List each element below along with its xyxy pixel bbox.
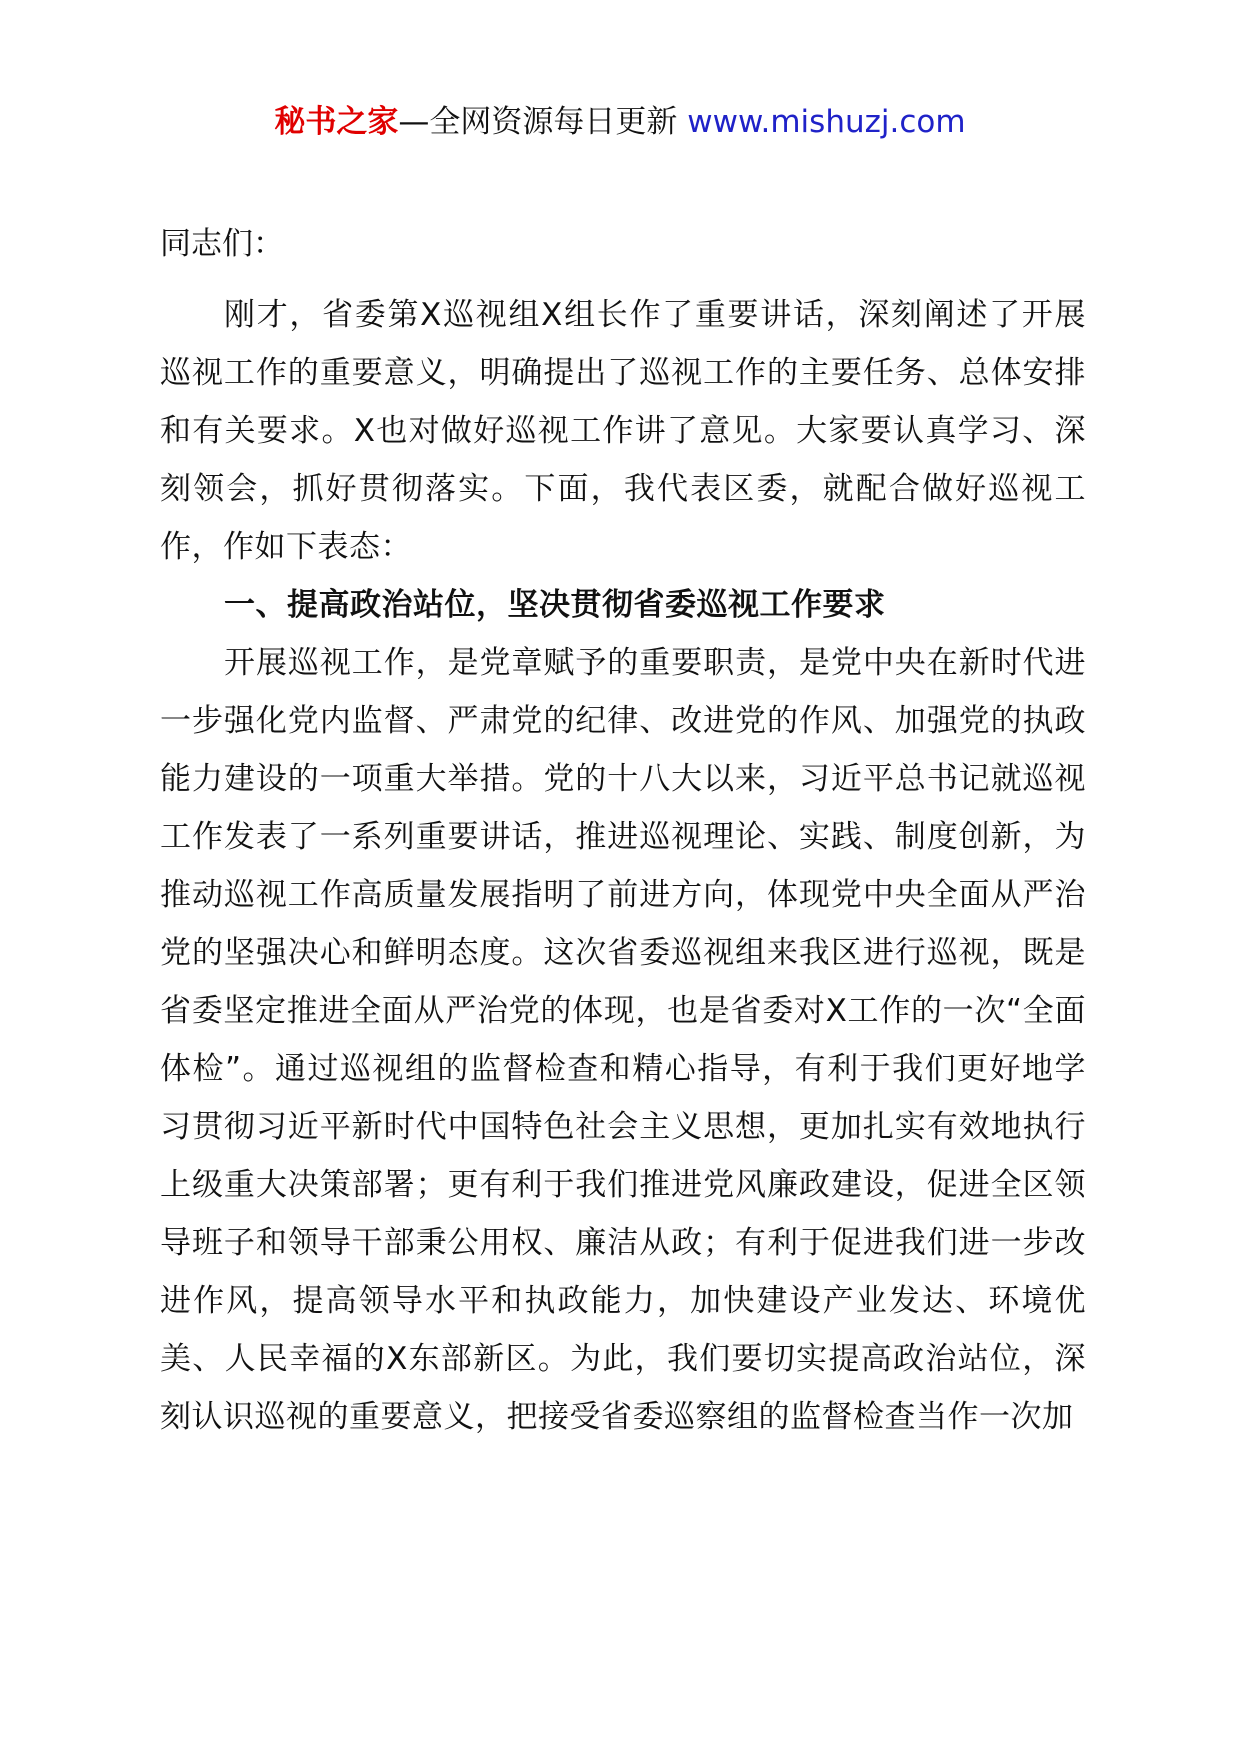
section-1-heading: 一、提高政治站位，坚决贯彻省委巡视工作要求 [224, 587, 886, 623]
intro-paragraph: 刚才，省委第X巡视组X组长作了重要讲话，深刻阐述了开展巡视工作的重要意义，明确提出了巡视工作的主要任务、总体安排和有关要求。X也对做好巡视工作讲了意见。大家要认真学习、深刻领会，抓好贯彻落实。下面，我代表区委，就配合做好巡视工作，作如下表态： [160, 297, 1086, 565]
header-tagline: —全网资源每日更新 [398, 104, 688, 140]
section-1-paragraph: 开展巡视工作，是党章赋予的重要职责，是党中央在新时代进一步强化党内监督、严肃党的纪律、改进党的作风、加强党的执政能力建设的一项重大举措。党的十八大以来，习近平总书记就巡视工作发表了一系列重要讲话，推进巡视理论、实践、制度创新，为推动巡视工作高质量发展指明了前进方向，体现党中央全面从严治党的坚强决心和鲜明态度。这次省委巡视组来我区进行巡视，既是省委坚定推进全面从严治党的体现，也是省委对X工作的一次“全面体检”。通过巡视组的监督检查和精心指导，有利于我们更好地学习贯彻习近平新时代中国特色社会主义思想，更加扎实有效地执行上级重大决策部署；更有利于我们推进党风廉政建设，促进全区领导班子和领导干部秉公用权、廉洁从政；有利于促进我们进一步改进作风，提高领导水平和执政能力，加快建设产业发达、环境优美、人民幸福的X东部新区。为此，我们要切实提高政治站位，深刻认识巡视的重要意义，把接受省委巡察组的监督检查当作一次加 [160, 645, 1086, 1435]
brand-name: 秘书之家 [274, 104, 399, 140]
site-url-link[interactable]: www.mishuzj.com [687, 104, 966, 140]
document-body [160, 222, 1086, 1446]
salutation: 同志们： [160, 226, 284, 262]
site-header [0, 100, 1240, 144]
